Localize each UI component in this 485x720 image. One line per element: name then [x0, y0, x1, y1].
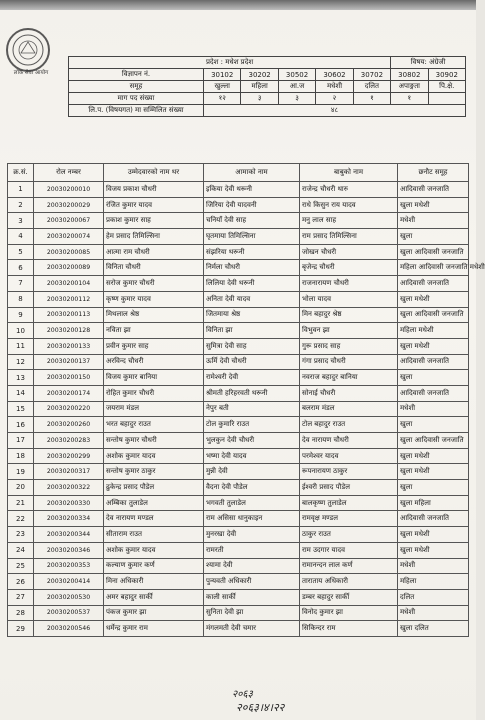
mother-name-cell: इकिया देवी थरूनी	[204, 182, 300, 198]
serial-cell: 24	[8, 542, 34, 558]
serial-cell: 10	[8, 323, 34, 339]
demand-row	[69, 93, 466, 105]
roll-number-cell: 20030200260	[34, 417, 104, 433]
roll-number-cell: 20030200150	[34, 370, 104, 386]
roll-number-cell: 20030200299	[34, 448, 104, 464]
mother-name-cell: विनिता झा	[204, 323, 300, 339]
table-row	[8, 307, 469, 323]
ad-number: 30902	[428, 69, 465, 81]
roll-number-cell: 20030200283	[34, 433, 104, 449]
candidate-name-cell: सरोज कुमार चौधरी	[104, 276, 204, 292]
selection-group-cell: आदिवासी जनजाति	[398, 511, 469, 527]
candidate-name-cell: कल्याण कुमार कर्ण	[104, 558, 204, 574]
table-row	[8, 354, 469, 370]
selection-group-cell: खुला	[398, 229, 469, 245]
group-cell: आ.ज	[278, 81, 315, 93]
selection-group-cell: खुला मधेशी	[398, 448, 469, 464]
father-name-cell: विभुवन झा	[300, 323, 398, 339]
father-name-cell: रामानन्दन लाल कर्ण	[300, 558, 398, 574]
roll-number-cell: 20030200112	[34, 291, 104, 307]
serial-cell: 8	[8, 291, 34, 307]
selection-group-cell: खुला मधेशी	[398, 197, 469, 213]
ad-number-row	[69, 69, 466, 81]
mother-name-cell: वैदना देवी पौडेल	[204, 480, 300, 496]
selection-group-cell: आदिवासी जनजाति	[398, 354, 469, 370]
candidate-name-cell: सन्तोष कुमार ठाकुर	[104, 464, 204, 480]
group-label: समूह	[69, 81, 204, 93]
table-row	[8, 621, 469, 637]
selection-group-cell: आदिवासी जनजाति	[398, 182, 469, 198]
selection-group-cell: महिला मधेशी	[398, 323, 469, 339]
ad-number: 30802	[391, 69, 428, 81]
selection-group-cell: खुला मधेशी	[398, 464, 469, 480]
candidate-name-cell: विजय प्रकाश चौधरी	[104, 182, 204, 198]
table-row	[8, 323, 469, 339]
mother-name-cell: राम असिसा धानुकाइन	[204, 511, 300, 527]
father-name-cell: ठाकुर राउत	[300, 527, 398, 543]
table-row	[8, 182, 469, 198]
candidate-name-cell: अरविन्द चौधरी	[104, 354, 204, 370]
serial-cell: 6	[8, 260, 34, 276]
candidate-name-cell: आत्मा राम चौधरी	[104, 244, 204, 260]
serial-cell: 7	[8, 276, 34, 292]
candidate-name-cell: मिना अधिकारी	[104, 574, 204, 590]
table-row	[8, 338, 469, 354]
selection-group-cell: खुला	[398, 370, 469, 386]
table-header-row	[8, 164, 469, 182]
selection-group-cell: महिला	[398, 574, 469, 590]
father-name-cell: जोखन चौधरी	[300, 244, 398, 260]
roll-number-cell: 20030200133	[34, 338, 104, 354]
ad-label: विज्ञापन नं.	[69, 69, 204, 81]
col-header-name: उम्मेदवारको नाम थर	[104, 164, 204, 182]
table-row	[8, 244, 469, 260]
group-cell: दलित	[353, 81, 390, 93]
table-row	[8, 385, 469, 401]
demand-cell: १	[353, 93, 390, 105]
table-row	[8, 213, 469, 229]
col-header-serial: क्र.सं.	[8, 164, 34, 182]
father-name-cell: गुरू प्रसाद साह	[300, 338, 398, 354]
roll-number-cell: 20030200344	[34, 527, 104, 543]
father-name-cell: देव नारायण चौधरी	[300, 433, 398, 449]
serial-cell: 4	[8, 229, 34, 245]
roll-number-cell: 20030200414	[34, 574, 104, 590]
selection-group-cell: खुला दलित	[398, 621, 469, 637]
table-row	[8, 480, 469, 496]
father-name-cell: भोला यादव	[300, 291, 398, 307]
demand-cell: १	[391, 93, 428, 105]
mother-name-cell: काली सार्की	[204, 589, 300, 605]
demand-cell: १२	[204, 93, 241, 105]
father-name-cell: राजनारायण चौधरी	[300, 276, 398, 292]
serial-cell: 23	[8, 527, 34, 543]
serial-cell: 9	[8, 307, 34, 323]
selection-group-cell: खुला मधेशी	[398, 291, 469, 307]
serial-cell: 17	[8, 433, 34, 449]
table-row	[8, 291, 469, 307]
seal-caption: लोक सेवा आयोग	[13, 70, 49, 76]
father-name-cell: रामवृक्ष मण्डल	[300, 511, 398, 527]
mother-name-cell: मुनरखा देवी	[204, 527, 300, 543]
roll-number-cell: 20030200322	[34, 480, 104, 496]
ad-number: 30502	[278, 69, 315, 81]
candidate-name-cell: रंजित कुमार यादव	[104, 197, 204, 213]
table-row	[8, 370, 469, 386]
candidate-name-cell: प्रकाश कुमार साह	[104, 213, 204, 229]
father-name-cell: टोल बहादुर राउत	[300, 417, 398, 433]
father-name-cell: गंगा प्रसाद चौधरी	[300, 354, 398, 370]
father-name-cell: विनोद कुमार झा	[300, 605, 398, 621]
roll-number-cell: 20030200085	[34, 244, 104, 260]
group-cell: महिला	[241, 81, 278, 93]
serial-cell: 26	[8, 574, 34, 590]
serial-cell: 5	[8, 244, 34, 260]
serial-cell: 27	[8, 589, 34, 605]
demand-label: माग पद संख्या	[69, 93, 204, 105]
selection-group-cell: महिला आदिवासी जनजाति मधेशी	[398, 260, 469, 276]
selection-group-cell: मधेशी	[398, 401, 469, 417]
roll-number-cell: 20030200074	[34, 229, 104, 245]
candidate-name-cell: पंकज कुमार झा	[104, 605, 204, 621]
candidate-name-cell: विजय कुमार बानिया	[104, 370, 204, 386]
serial-cell: 2	[8, 197, 34, 213]
selection-group-cell: खुला	[398, 480, 469, 496]
table-row	[8, 197, 469, 213]
candidate-name-cell: प्रवीन कुमार साह	[104, 338, 204, 354]
group-cell: मधेशी	[316, 81, 353, 93]
selection-group-cell: खुला आदिवासी जनजाति	[398, 307, 469, 323]
selection-group-cell: खुला आदिवासी जनजाति	[398, 433, 469, 449]
serial-cell: 14	[8, 385, 34, 401]
roll-number-cell: 20030200346	[34, 542, 104, 558]
serial-cell: 21	[8, 495, 34, 511]
ad-number: 30702	[353, 69, 390, 81]
mother-name-cell: अनिता देवी यादव	[204, 291, 300, 307]
candidate-name-cell: रोहित कुमार चौधरी	[104, 385, 204, 401]
candidate-name-cell: अम्बिका तुलाडेल	[104, 495, 204, 511]
table-row	[8, 511, 469, 527]
serial-cell: 20	[8, 480, 34, 496]
mother-name-cell: नेपुर बती	[204, 401, 300, 417]
roll-number-cell: 20030200029	[34, 197, 104, 213]
ad-number: 30102	[204, 69, 241, 81]
col-header-group: छनौट समूह	[398, 164, 469, 182]
mother-name-cell: श्रीमती हरिहरवती थरूनी	[204, 385, 300, 401]
father-name-cell: ईश्वरी प्रसाद पौडेल	[300, 480, 398, 496]
signature-date: २०६३।४।२२	[236, 701, 285, 714]
candidate-name-cell: अशोक कुमार यादव	[104, 542, 204, 558]
father-name-cell: बृजेन्द्र चौधरी	[300, 260, 398, 276]
roll-number-cell: 20030200067	[34, 213, 104, 229]
roll-number-cell: 20030200128	[34, 323, 104, 339]
mother-name-cell: भुलकुन देवी चौधरी	[204, 433, 300, 449]
selection-group-cell: खुला मधेशी	[398, 338, 469, 354]
serial-cell: 13	[8, 370, 34, 386]
selection-group-cell: खुला	[398, 417, 469, 433]
mother-name-cell: घृतमाया तिमिल्सिना	[204, 229, 300, 245]
table-row	[8, 433, 469, 449]
candidate-name-cell: सन्तोष कुमार चौधरी	[104, 433, 204, 449]
table-row	[8, 605, 469, 621]
roll-number-cell: 20030200530	[34, 589, 104, 605]
demand-cell: ३	[241, 93, 278, 105]
selection-group-cell: खुला मधेशी	[398, 542, 469, 558]
mother-name-cell: लिलिया देवी थरूनी	[204, 276, 300, 292]
serial-cell: 12	[8, 354, 34, 370]
mother-name-cell: श्यामा देवी	[204, 558, 300, 574]
group-row	[69, 81, 466, 93]
father-name-cell: बालकृष्ण तुलाडेल	[300, 495, 398, 511]
table-row	[8, 276, 469, 292]
ad-number: 30202	[241, 69, 278, 81]
mother-name-cell: भष्मा देवी यादव	[204, 448, 300, 464]
roll-number-cell: 20030200104	[34, 276, 104, 292]
table-row	[8, 260, 469, 276]
top-shadow	[0, 0, 476, 10]
mother-name-cell: ऊर्मि देवी चौधरी	[204, 354, 300, 370]
candidate-name-cell: देव नारायण मण्डल	[104, 511, 204, 527]
father-name-cell: सिकिन्दर राम	[300, 621, 398, 637]
father-name-cell: डम्बर बहादुर सार्की	[300, 589, 398, 605]
candidate-name-cell: मिथलाल श्रेष्ठ	[104, 307, 204, 323]
father-name-cell: राम उदगार यादव	[300, 542, 398, 558]
signature	[232, 686, 284, 715]
serial-cell: 28	[8, 605, 34, 621]
mother-name-cell: निर्मला चौधरी	[204, 260, 300, 276]
demand-cell: २	[316, 93, 353, 105]
mother-name-cell: सुनिता देवी झा	[204, 605, 300, 621]
vacancy-header-table	[68, 56, 466, 117]
serial-cell: 29	[8, 621, 34, 637]
roll-number-cell: 20030200537	[34, 605, 104, 621]
selection-group-cell: आदिवासी जनजाति	[398, 385, 469, 401]
serial-cell: 1	[8, 182, 34, 198]
selection-group-cell: मधेशी	[398, 605, 469, 621]
candidate-name-cell: नविता झा	[104, 323, 204, 339]
candidate-name-cell: ढुकेन्द्र प्रसाद पौडेल	[104, 480, 204, 496]
serial-cell: 3	[8, 213, 34, 229]
mother-name-cell: रामेश्वरी देवी	[204, 370, 300, 386]
mother-name-cell: रामरती	[204, 542, 300, 558]
roll-number-cell: 20030200220	[34, 401, 104, 417]
table-row	[8, 495, 469, 511]
table-row	[8, 401, 469, 417]
province-label: प्रदेश : मधेश प्रदेश	[69, 57, 391, 69]
mother-name-cell: पुन्यवती अधिकारी	[204, 574, 300, 590]
father-name-cell: मिन बहादुर श्रेष्ठ	[300, 307, 398, 323]
mother-name-cell: जिरिया देवी यादवनी	[204, 197, 300, 213]
demand-cell: ३	[278, 93, 315, 105]
total-value: ४८	[204, 105, 466, 117]
table-row	[8, 589, 469, 605]
roll-number-cell: 20030200353	[34, 558, 104, 574]
serial-cell: 16	[8, 417, 34, 433]
father-name-cell: नवराज बहादुर बानिया	[300, 370, 398, 386]
father-name-cell: सोनाई चौधरी	[300, 385, 398, 401]
mother-name-cell: मंगलमती देवी चमार	[204, 621, 300, 637]
candidate-name-cell: अशोक कुमार यादव	[104, 448, 204, 464]
seal-emblem	[11, 33, 45, 67]
selection-group-cell: दलित	[398, 589, 469, 605]
father-name-cell: ताराताय अधिकारी	[300, 574, 398, 590]
mother-name-cell: भगवती तुलाडेल	[204, 495, 300, 511]
demand-cell	[428, 93, 465, 105]
selection-group-cell: मधेशी	[398, 213, 469, 229]
table-row	[8, 417, 469, 433]
roll-number-cell: 20030200174	[34, 385, 104, 401]
candidate-name-cell: जयराम मंडल	[104, 401, 204, 417]
total-label: लि.प. (विषयगत) मा सम्मिलित संख्या	[69, 105, 204, 117]
father-name-cell: राधे किसुन राय यादव	[300, 197, 398, 213]
group-cell: पि.क्षे.	[428, 81, 465, 93]
roll-number-cell: 20030200317	[34, 464, 104, 480]
roll-number-cell: 20030200113	[34, 307, 104, 323]
candidate-name-cell: अमर बहादुर सार्की	[104, 589, 204, 605]
table-row	[8, 527, 469, 543]
father-name-cell: मनु लाल साह	[300, 213, 398, 229]
subject-label: विषय: अंग्रेजी	[391, 57, 466, 69]
table-row	[8, 448, 469, 464]
serial-cell: 22	[8, 511, 34, 527]
group-cell: अपाङ्गता	[391, 81, 428, 93]
father-name-cell: बलराम मंडल	[300, 401, 398, 417]
candidate-table	[7, 163, 485, 637]
father-name-cell: रूपनारायण ठाकुर	[300, 464, 398, 480]
table-row	[8, 542, 469, 558]
total-row	[69, 105, 466, 117]
candidate-name-cell: धर्मेन्द्र कुमार राम	[104, 621, 204, 637]
roll-number-cell: 20030200137	[34, 354, 104, 370]
roll-number-cell: 20030200334	[34, 511, 104, 527]
serial-cell: 25	[8, 558, 34, 574]
selection-group-cell: आदिवासी जनजाति	[398, 276, 469, 292]
col-header-mother: आमाको नाम	[204, 164, 300, 182]
table-row	[8, 574, 469, 590]
mother-name-cell: टोल कुमारि राउत	[204, 417, 300, 433]
serial-cell: 11	[8, 338, 34, 354]
ad-number: 30602	[316, 69, 353, 81]
selection-group-cell: मधेशी	[398, 558, 469, 574]
mother-name-cell: जितमाया श्रेष्ठ	[204, 307, 300, 323]
selection-group-cell: खुला आदिवासी जनजाति	[398, 244, 469, 260]
candidate-name-cell: विनिता चौधरी	[104, 260, 204, 276]
mother-name-cell: मुन्नी देवी	[204, 464, 300, 480]
mother-name-cell: चनियाँ देवी साह	[204, 213, 300, 229]
roll-number-cell: 20030200089	[34, 260, 104, 276]
father-name-cell: राजेन्द्र चौधरी थारु	[300, 182, 398, 198]
roll-number-cell: 20030200010	[34, 182, 104, 198]
father-name-cell: परमेश्वर यादव	[300, 448, 398, 464]
serial-cell: 19	[8, 464, 34, 480]
mother-name-cell: संझरिया थरूनी	[204, 244, 300, 260]
table-row	[8, 558, 469, 574]
roll-number-cell: 20030200546	[34, 621, 104, 637]
serial-cell: 15	[8, 401, 34, 417]
seal-logo	[6, 28, 50, 72]
mother-name-cell: सुमित्रा देवी साह	[204, 338, 300, 354]
candidate-name-cell: हेम प्रसाद तिमिल्सिना	[104, 229, 204, 245]
group-cell: खुल्ला	[204, 81, 241, 93]
selection-group-cell: खुला मधेशी	[398, 527, 469, 543]
table-row	[8, 464, 469, 480]
father-name-cell: राम प्रसाद तिमिल्सिना	[300, 229, 398, 245]
selection-group-cell: खुला महिला	[398, 495, 469, 511]
candidate-name-cell: कृष्ण कुमार यादव	[104, 291, 204, 307]
candidate-name-cell: सीताराम राउत	[104, 527, 204, 543]
signature-mark: २०६३	[232, 689, 253, 700]
roll-number-cell: 20030200330	[34, 495, 104, 511]
candidate-name-cell: भरत बहादुर राउत	[104, 417, 204, 433]
table-row	[8, 229, 469, 245]
col-header-roll: रोल नम्बर	[34, 164, 104, 182]
serial-cell: 18	[8, 448, 34, 464]
col-header-father: बाबुको नाम	[300, 164, 398, 182]
